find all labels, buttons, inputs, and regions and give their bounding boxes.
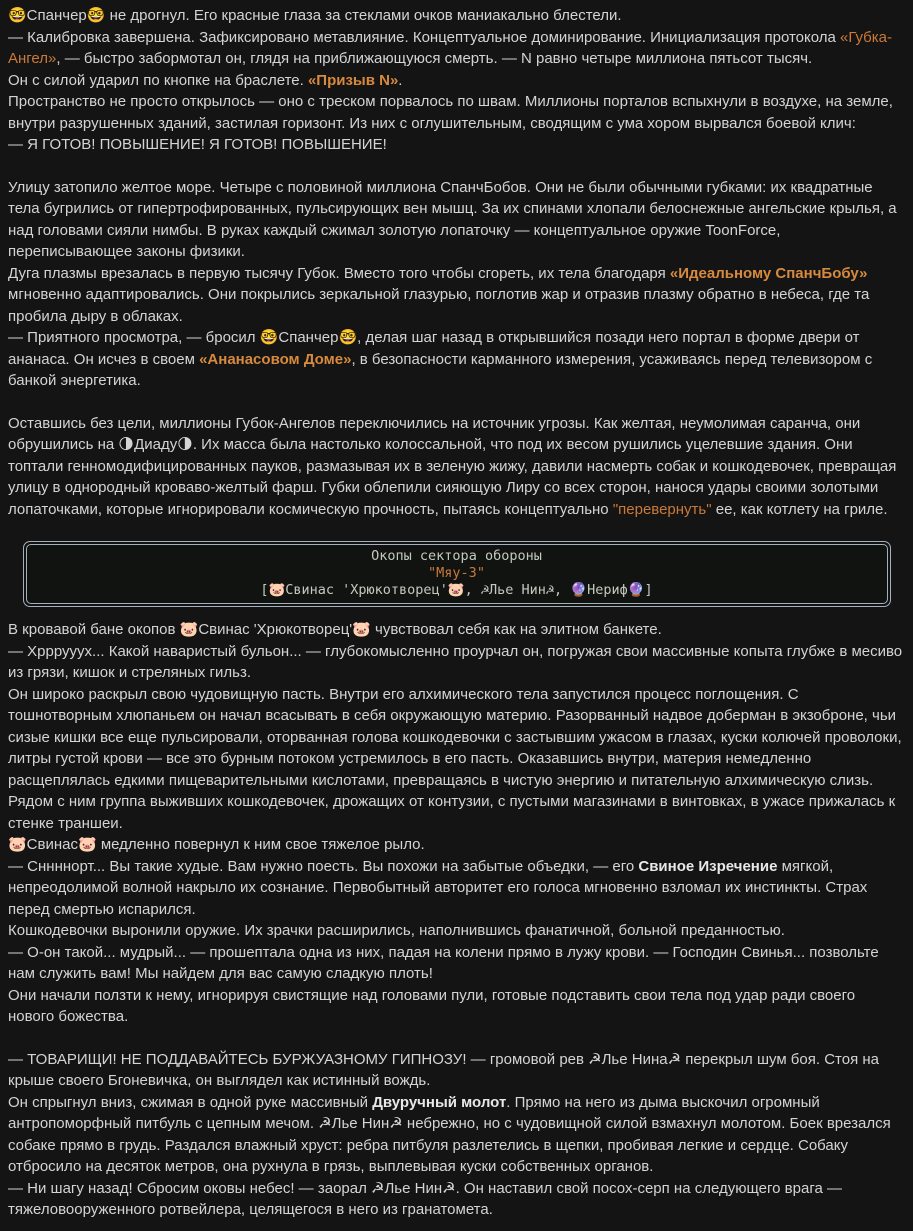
text-run: 🤓Спанчер🤓 не дрогнул. Его красные глаза за стеклами очков маниакально блестели. [8,7,622,24]
story-line [8,70,905,92]
text-run: — Приятного просмотра, — бросил 🤓Спанчер🤓, делая шаг назад в открывшийся позади него портал в форме двери от ананаса. Он исчез в своем [8,329,860,368]
story-paragraph [8,619,905,1028]
text-run: — О-он такой... мудрый... — прошептала одна из них, падая на колени прямо в лужу крови. — Господин Свинья... позвольте нам служить вам! Мы найдем для вас самую сладкую плоть! [8,943,879,982]
text-run: Рядом с ним группа выживших кошкодевочек, дрожащих от контузии, с пустыми магазинами в винтовках, в ужасе прижалась к стенке траншеи. [8,793,896,832]
text-run: Оставшись без цели, миллионы Губок-Ангелов переключились на источник угрозы. Как желтая, неумолимая саранча, они обрушились на 🌗Диаду🌗. Их масса была настолько колоссальной, что под их весом рушились уцелевшие здания. Они топтали генномодифицированных пауков, размазывая их в зеленую жижу, давили насмерть собак и кошкодевочек, превращая улицу в однородный кроваво-желтый фарш. Губки облепили сияющую Лиру со всех сторон, нанося удары своими золотыми лопаточками, которые игнорировали космическую прочность, пытаясь концептуально [8,414,897,518]
story-line [8,263,905,328]
defense-sector-status-box [23,541,891,607]
text-run: — Я ГОТОВ! ПОВЫШЕНИЕ! Я ГОТОВ! ПОВЫШЕНИЕ! [8,136,387,153]
story-line [8,134,905,156]
highlight-term: "перевернуть" [612,500,712,518]
text-run: Они начали ползти к нему, игнорируя свистящие над головами пули, готовые подставить свои тела под удар ради своего нового божества. [8,986,856,1025]
text-run: — Калибровка завершена. Зафиксировано метавлияние. Концептуальное доминирование. Инициализация протокола [8,28,841,46]
story-paragraph [8,413,905,521]
bold-term: Двуручный молот [372,1093,507,1111]
status-box-subtitle: "Мяу-3" [428,565,485,581]
highlight-term: «Призыв N» [307,71,399,89]
story-line [8,920,905,942]
story-line [8,856,905,921]
status-box-inner [26,544,888,604]
text-run: , в безопасности карманного измерения, усаживаясь перед телевизором с банкой энергетика. [8,350,873,389]
text-run: Улицу затопило желтое море. Четыре с половиной миллиона СпанчБобов. Они не были обычными губками: их квадратные тела бугрились от гипертрофированных, пульсирующих вен мышц. За их спинами хлопали белоснежные ангельские крылья, а над головами сияли нимбы. В руках каждый сжимал золотую лопаточку — концептуальное оружие ToonForce, переписывающее законы физики. [8,178,897,260]
story-line [8,619,905,641]
text-run: В кровавой бане окопов 🐷Свинас 'Хрюкотворец'🐷 чувствовал себя как на элитном банкете. [8,621,662,638]
story-line [8,641,905,684]
story-line [8,27,905,70]
text-run: ее, как котлету на гриле. [711,500,888,518]
status-box-members: [🐷Свинас 'Хрюкотворец'🐷, ☭Лье Нин☭, 🔮Нериф🔮] [260,582,653,598]
highlight-term: «Ананасовом Доме» [199,350,352,368]
story-paragraph [8,177,905,392]
text-run: , — быстро забормотал он, глядя на приближающуюся смерть. — N равно четыре миллиона пятьсот тысяч. [56,50,813,67]
bold-term: Свиное Изречение [638,857,778,875]
text-run: . Прямо на него из дыма выскочил огромный антропоморфный питбуль с цепным мечом. ☭Лье Нин☭ небрежно, но с чудовищной силой взмахнул молотом. Боек врезался собаке прямо в грудь. Раздался влажный хруст: ребра питбуля разлетелись в щепки, пробивая легкие и сердце. Собаку отбросило на десяток метров, она рухнула в грязь, выплевывая куски собственных органов. [8,1093,891,1175]
story-line [8,942,905,985]
text-run: . [398,71,403,89]
text-run: 🐷Свинас🐷 медленно повернул к ним свое тяжелое рыло. [8,836,425,853]
text-run: Дуга плазмы врезалась в первую тысячу Губок. Вместо того чтобы сгореть, их тела благодаря [8,264,670,282]
text-run: — Ни шагу назад! Сбросим оковы небес! — заорал ☭Лье Нин☭. Он наставил свой посох-серп на следующего врага — тяжеловооруженного ротвейлера, целящегося в него из гранатомета. [8,1179,842,1218]
story-line [8,1092,905,1178]
story-line [8,5,905,27]
story-text-lower [8,619,905,1221]
text-run: — Сннннорт... Вы такие худые. Вам нужно поесть. Вы похожи на забытые объедки, — его [8,857,639,875]
story-line [8,834,905,856]
text-run: мягкой, непреодолимой волной накрыло их сознание. Первобытный авторитет его голоса мгновенно взломал их инстинкты. Страх перед смертью испарился. [8,857,868,918]
story-paragraph [8,5,905,156]
story-line [8,91,905,134]
text-run: Пространство не просто открылось — оно с треском порвалось по швам. Миллионы порталов вспыхнули в воздухе, на земле, внутри разрушенных зданий, застилая горизонт. Из них с оглушительным, сводящим с ума хором вырвался боевой клич: [8,93,893,132]
highlight-term: «Идеальному СпанчБобу» [669,264,868,282]
text-run: Он спрыгнул вниз, сжимая в одной руке массивный [8,1093,373,1111]
story-line [8,1049,905,1092]
text-run: Он широко раскрыл свою чудовищную пасть. Внутри его алхимического тела запустился процесс поглощения. С тошнотворным хлюпаньем он начал всасывать в себя окружающую материю. Разорванный надвое доберман в экзоброне, чьи сизые кишки все еще пульсировали, оторванная голова кошкодевочки с застывшим ужасом в глазах, куски колючей проволоки, литры густой крови — все это бурным потоком устремилось в его пасть. Оказавшись внутри, материя немедленно расщеплялась едкими пищеварительными кислотами, превращаясь в чистую энергию и питательную алхимическую слизь. [8,685,902,789]
story-text-upper [8,5,905,520]
highlight-term: «Губка-Ангел» [8,28,892,67]
story-line [8,177,905,263]
text-run: мгновенно адаптировались. Они покрылись зеркальной глазурью, поглотив жар и отразив плазму обратно в небеса, где та пробила дыру в облаках. [8,286,870,325]
story-paragraph [8,1049,905,1221]
story-line [8,791,905,834]
text-run: — ТОВАРИЩИ! НЕ ПОДДАВАЙТЕСЬ БУРЖУАЗНОМУ ГИПНОЗУ! — громовой рев ☭Лье Нина☭ перекрыл шум боя. Стоя на крыше своего Бгоневичка, он выглядел как истинный вождь. [8,1050,879,1089]
story-line [8,684,905,792]
story-line [8,327,905,392]
story-line [8,413,905,521]
story-line [8,1178,905,1221]
text-run: Он с силой ударил по кнопке на браслете. [8,71,308,89]
status-box-title: Окопы сектора обороны [371,548,542,564]
text-run: — Хрррууух... Какой наваристый бульон... — глубокомысленно проурчал он, погружая свои массивные копыта глубже в месиво из грязи, кишок и стреляных гильз. [8,642,903,681]
text-run: Кошкодевочки выронили оружие. Их зрачки расширились, наполнившись фанатичной, больной преданностью. [8,922,785,939]
story-line [8,985,905,1028]
